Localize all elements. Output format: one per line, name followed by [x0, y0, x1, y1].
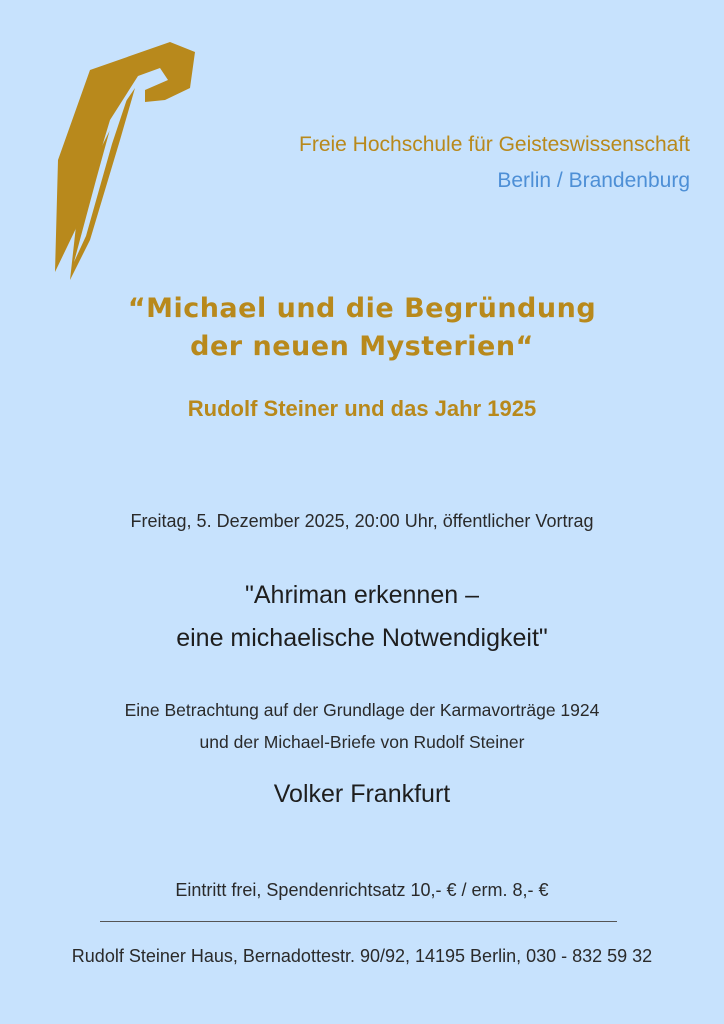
talk-title-line1: "Ahriman erkennen –: [244, 581, 479, 609]
michael-logo-icon: [50, 40, 200, 280]
divider: [100, 921, 617, 922]
main-title: [0, 290, 724, 366]
talk-description: [0, 694, 724, 758]
talk-title-line2: eine michaelische Notwendigkeit": [176, 624, 548, 652]
main-title-line1: “Michael und die Begründung: [127, 293, 597, 324]
main-subtitle: Rudolf Steiner und das Jahr 1925: [187, 396, 537, 421]
entry-fee: Eintritt frei, Spendenrichtsatz 10,- € / erm. 8,- €: [175, 880, 549, 900]
main-title-line2: der neuen Mysterien“: [190, 331, 534, 362]
talk-description-line2: und der Michael-Briefe von Rudolf Steiner: [199, 732, 525, 752]
organization-header: [299, 131, 690, 195]
venue-address: Rudolf Steiner Haus, Bernadottestr. 90/92, 14195 Berlin, 030 - 832 59 32: [71, 946, 653, 966]
organization-name: Freie Hochschule für Geisteswissenschaft: [299, 133, 690, 156]
talk-description-line1: Eine Betrachtung auf der Grundlage der Karmavorträge 1924: [124, 700, 600, 720]
event-date: Freitag, 5. Dezember 2025, 20:00 Uhr, öffentlicher Vortrag: [130, 511, 594, 531]
talk-title: [0, 574, 724, 660]
speaker-name: Volker Frankfurt: [273, 780, 451, 808]
organization-location: Berlin / Brandenburg: [497, 169, 690, 192]
